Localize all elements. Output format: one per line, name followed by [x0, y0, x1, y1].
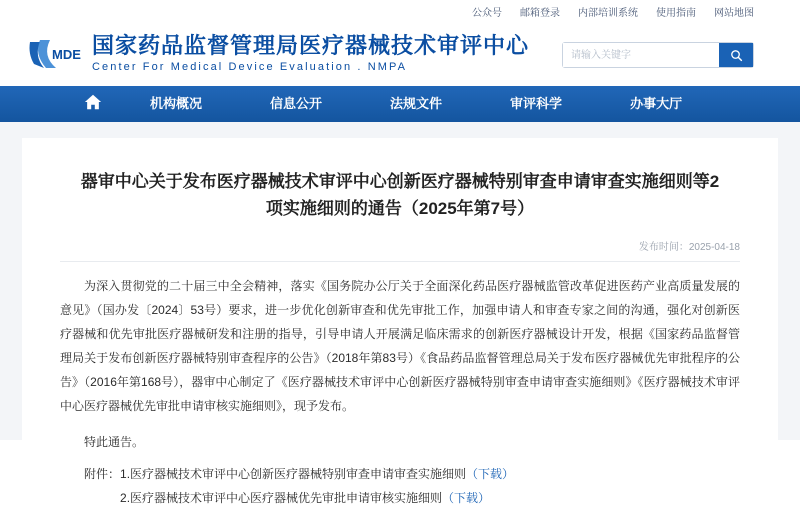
- search-button[interactable]: [719, 43, 753, 67]
- search-box[interactable]: [562, 42, 754, 68]
- search-icon: [730, 49, 743, 62]
- attachment-2-download-link[interactable]: （下载）: [442, 491, 491, 506]
- page-title: 器审中心关于发布医疗器械技术审评中心创新医疗器械特别审查申请审查实施细则等2项实施细则的通告（2025年第7号）: [80, 172, 720, 219]
- article-card: [22, 138, 778, 510]
- attachment-1-name: 医疗器械技术审评中心创新医疗器械特别审查申请审查实施细则: [130, 467, 467, 482]
- topbar-link-guide[interactable]: 使用指南: [656, 7, 696, 19]
- article-paragraph-1: 为深入贯彻党的二十届三中全会精神，落实《国务院办公厅关于全面深化药品医疗器械监管改革促进医药产业高质量发展的意见》（国办发〔2024〕53号）要求，进一步优化创新审查和优先审批工作，加强申请人和审查专家之间的沟通，强化对创新医疗器械和优先审批医疗器械研发和注册的指导，引导申请人开展满足临床需求的创新医疗器械设计开发，根据《国家药品监督管理局关于发布创新医疗器械特别审查程序的公告》（2018年第83号）《食品药品监督管理总局关于发布医疗器械优先审批程序的公告》（2016年第168号），器审中心制定了《医疗器械技术审评中心创新医疗器械特别审查申请审查实施细则》《医疗器械技术审评中心医疗器械优先审批申请审核实施细则》，现予发布。: [60, 279, 740, 414]
- attachment-label: 附件：: [84, 467, 121, 482]
- nav-item-service-hall[interactable]: 办事大厅: [630, 96, 683, 111]
- topbar-link-wechat[interactable]: 公众号: [472, 7, 502, 19]
- topbar-link-sitemap[interactable]: 网站地图: [714, 7, 754, 19]
- site-logo[interactable]: [26, 33, 529, 75]
- publish-meta: [60, 238, 740, 262]
- main-nav: [0, 86, 800, 122]
- site-header: [0, 22, 800, 86]
- attachment-line-2: [60, 486, 740, 510]
- logo-text-block: [92, 33, 529, 75]
- nav-item-science[interactable]: 审评科学: [510, 96, 563, 111]
- attachment-1-download-link[interactable]: （下载）: [466, 467, 515, 482]
- logo-title-en: Center For Medical Device Evaluation . NMPA: [92, 60, 408, 73]
- search-input[interactable]: [563, 43, 719, 67]
- home-icon: [84, 93, 102, 116]
- publish-date: 2025-04-18: [688, 242, 740, 254]
- nav-home-button[interactable]: [70, 93, 116, 116]
- topbar-link-training[interactable]: 内部培训系统: [578, 7, 638, 19]
- attachment-line-1: [60, 462, 740, 486]
- attachment-block: [60, 462, 740, 510]
- mde-logo-icon: [26, 34, 82, 74]
- attachment-2-index: 2.: [120, 491, 131, 506]
- nav-item-disclosure[interactable]: 信息公开: [270, 96, 323, 111]
- svg-text:MDE: MDE: [52, 47, 81, 62]
- article-paragraph-2: 特此通告。: [84, 435, 145, 450]
- top-utility-bar: [0, 0, 800, 22]
- topbar-link-mail[interactable]: 邮箱登录: [520, 7, 560, 19]
- nav-item-organization[interactable]: 机构概况: [150, 96, 203, 111]
- nav-item-regulations[interactable]: 法规文件: [390, 96, 443, 111]
- publish-label: 发布时间：: [638, 242, 689, 254]
- attachment-1-index: 1.: [120, 467, 131, 482]
- logo-title-cn: 国家药品监督管理局医疗器械技术审评中心: [92, 33, 530, 59]
- attachment-2-name: 医疗器械技术审评中心医疗器械优先审批申请审核实施细则: [130, 491, 443, 506]
